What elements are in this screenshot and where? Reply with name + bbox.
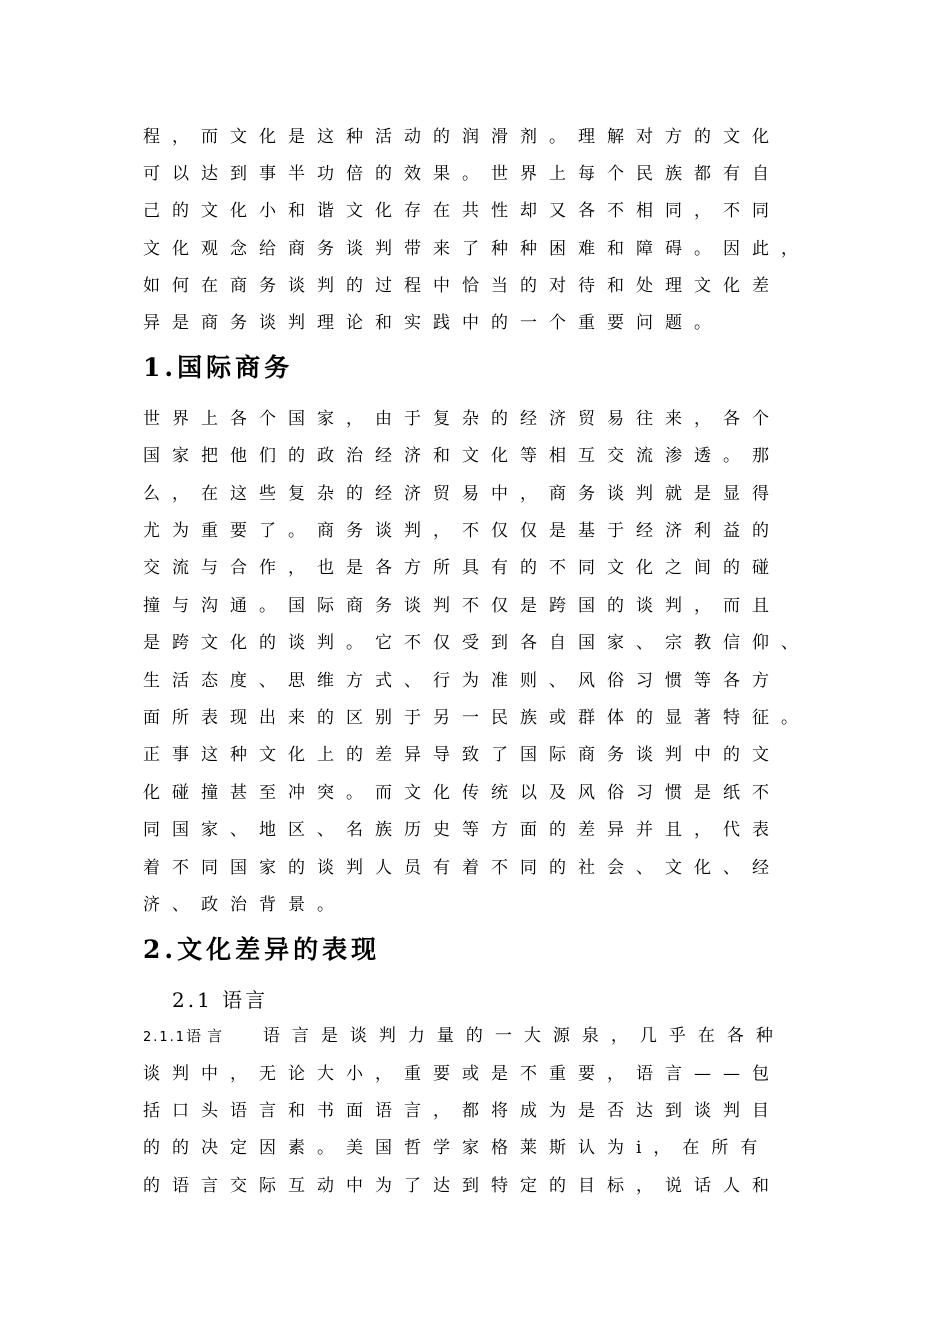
intro-line-3: 己的文化小和谐文化存在共性却又各不相同，不同 xyxy=(143,201,781,221)
section-2-heading: 2.文化差异的表现 xyxy=(143,935,381,964)
intro-line-2: 可以达到事半功倍的效果。世界上每个民族都有自 xyxy=(143,164,781,184)
intro-line-5: 如何在商务谈判的过程中恰当的对待和处理文化差 xyxy=(143,276,781,296)
section-1-line-14: 济、政治背景。 xyxy=(143,895,346,915)
section-1-line-11: 化碰撞甚至冲突。而文化传统以及风俗习惯是纸不 xyxy=(143,783,781,803)
section-1-line-13: 着不同国家的谈判人员有着不同的社会、文化、经 xyxy=(143,858,781,878)
section-1-line-12: 同国家、地区、名族历史等方面的差异并且，代表 xyxy=(143,820,781,840)
section-2-1-heading: 2.1 语言 xyxy=(172,988,269,1012)
section-2-line-2: 谈判中，无论大小，重要或是不重要，语言——包 xyxy=(143,1064,781,1084)
section-2-line-5: 的语言交际互动中为了达到特定的目标，说话人和 xyxy=(143,1176,781,1196)
section-1-line-9: 面所表现出来的区别于另一民族或群体的显著特征。 xyxy=(143,708,810,728)
section-1-line-10: 正事这种文化上的差异导致了国际商务谈判中的文 xyxy=(143,745,781,765)
section-1-line-1: 世界上各个国家，由于复杂的经济贸易往来，各个 xyxy=(143,409,781,429)
section-1-line-5: 交流与合作，也是各方所具有的不同文化之间的碰 xyxy=(143,558,781,578)
intro-line-4: 文化观念给商务谈判带来了种种困难和障碍。因此， xyxy=(143,239,810,259)
section-2-line-4: 的的决定因素。美国哲学家格莱斯认为ⅰ，在所有 xyxy=(143,1138,770,1158)
intro-line-6: 异是商务谈判理论和实践中的一个重要问题。 xyxy=(143,313,723,333)
section-1-line-2: 国家把他们的政治经济和文化等相互交流渗透。那 xyxy=(143,446,781,466)
section-1-line-8: 生活态度、思维方式、行为准则、风俗习惯等各方 xyxy=(143,671,781,691)
subsection-number: 2.1.1 xyxy=(143,1030,187,1045)
section-2-line-3: 括口头语言和书面语言，都将成为是否达到谈判目 xyxy=(143,1101,781,1121)
section-2-1-1-line xyxy=(143,1026,823,1048)
section-1-line-7: 是跨文化的谈判。它不仅受到各自国家、宗教信仰、 xyxy=(143,633,810,653)
section-1-line-6: 撞与沟通。国际商务谈判不仅是跨国的谈判，而且 xyxy=(143,596,781,616)
section-1-heading: 1.国际商务 xyxy=(143,353,294,382)
subsection-label: 语言 xyxy=(186,1027,229,1045)
subsection-first-line: 语言是谈判力量的一大源泉，几乎在各种 xyxy=(262,1026,785,1046)
section-1-line-3: 么，在这些复杂的经济贸易中，商务谈判就是显得 xyxy=(143,484,781,504)
section-1-line-4: 尤为重要了。商务谈判，不仅仅是基于经济利益的 xyxy=(143,521,781,541)
intro-line-1: 程，而文化是这种活动的润滑剂。理解对方的文化 xyxy=(143,127,781,147)
